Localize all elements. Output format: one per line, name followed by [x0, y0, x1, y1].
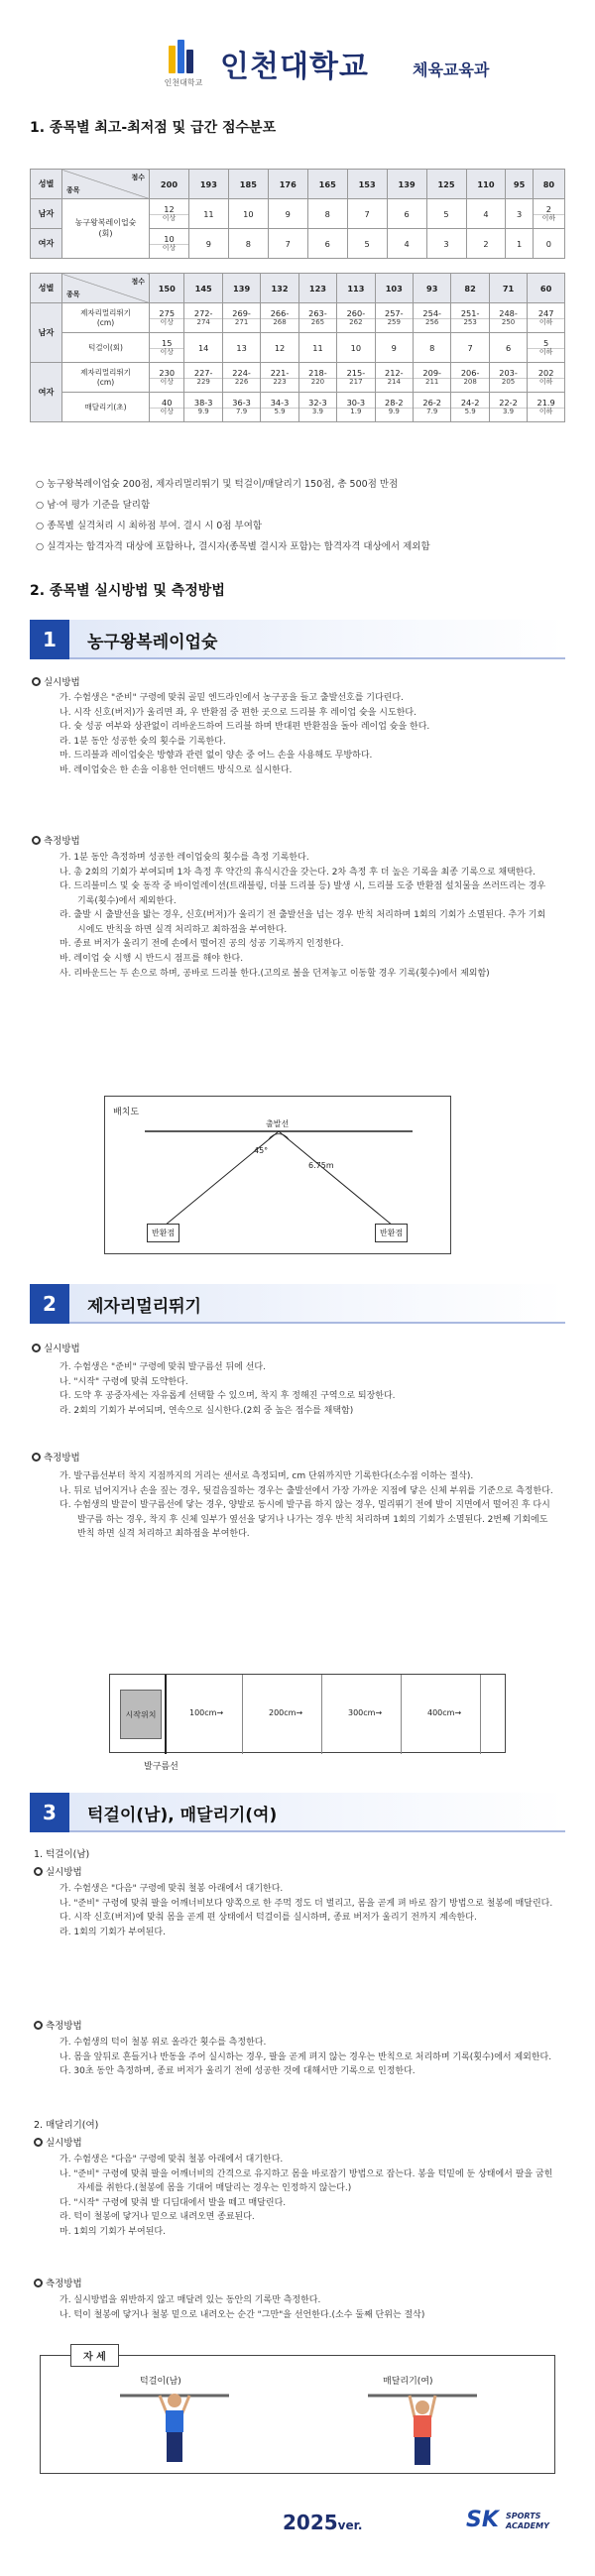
- score-cell: 30-3 1.9: [337, 393, 375, 422]
- event2-number: 2: [30, 1284, 69, 1324]
- list-item: 나. 몸을 앞뒤로 흔들거나 반동을 주어 실시하는 경우, 팔을 곧게 펴지 않는 경우는 반칙으로 처리하며 기록(횟수)에서 제외한다.: [60, 2051, 552, 2062]
- sponsor-logo: [466, 2506, 555, 2545]
- event3-m-measure-head: 측정방법: [34, 2018, 82, 2032]
- part2-title: 2. 매달리기(여): [34, 2120, 99, 2131]
- score-cell: 14: [184, 333, 222, 363]
- start-line-label: 출발선: [266, 1119, 290, 1128]
- list-item: 라. 2회의 기회가 부여되며, 연속으로 실시한다.(2회 중 높은 점수를 채택함): [60, 1405, 354, 1416]
- score-cell: 4: [466, 199, 506, 229]
- score-cell: 21.9 이하: [528, 393, 565, 422]
- distance-mark-label: 400cm→: [427, 1708, 462, 1717]
- distance-tick: [480, 1675, 481, 1754]
- score-cell: 11: [298, 333, 336, 363]
- score-cell: 203- 205: [489, 363, 527, 393]
- angle-label: 45°: [254, 1146, 269, 1155]
- distance-tick: [242, 1675, 243, 1754]
- bullet-icon: [32, 836, 41, 845]
- bullet-icon: [34, 2138, 43, 2147]
- list-item: 마. 드리블과 레이업슛은 방향과 관련 없이 양손 중 어느 손을 사용해도 무방하다.: [60, 751, 373, 761]
- score-header: 60: [528, 274, 565, 303]
- score-cell: 4: [387, 229, 426, 259]
- year-label: 2025ver.: [283, 2511, 363, 2534]
- table-row: [31, 363, 565, 393]
- event1-title: 농구왕복레이업슛: [87, 633, 218, 652]
- score-cell: 2 이하: [533, 199, 564, 229]
- score-cell: 38-3 9.9: [184, 393, 222, 422]
- score-cell: 247 이하: [528, 303, 565, 333]
- start-position: 시작위치: [120, 1690, 162, 1739]
- list-item: 나. 턱이 철봉에 닿거나 철봉 밑으로 내려오는 순간 "그만"을 선언한다.(소수 둘째 단위는 절삭): [60, 2309, 425, 2320]
- event3-f-measure-head: 측정방법: [34, 2276, 82, 2289]
- event2-title: 제자리멀리뛰기: [87, 1297, 201, 1317]
- score-cell: 6: [387, 199, 426, 229]
- event3-title: 턱걸이(남), 매달리기(여): [87, 1806, 278, 1825]
- bullet-icon: [32, 1344, 41, 1352]
- score-cell: 7: [347, 199, 387, 229]
- score-cell: 212- 214: [375, 363, 413, 393]
- list-item: 다. 시작 신호(버저)에 맞춰 몸을 곧게 편 상태에서 턱걸이를 실시하며, 종료 버저가 울리기 전까지 계속한다.: [60, 1913, 477, 1924]
- score-table-1: [30, 169, 565, 259]
- score-cell: 202 이하: [528, 363, 565, 393]
- score-cell: 8: [307, 199, 347, 229]
- list-item: 다. 수험생의 발끝이 발구름선에 닿는 경우, 양발로 동시에 발구름 하지 않는 경우, 멀리뛰기 전에 발이 지면에서 떨어진 후 다시 발구름 하는 경우, 착지 후 신체 일부가 옆선을 닿거나 나가는 경우 반칙 처리하며 1회의 기회가 소멸된다. 2번째 기회에도 반칙 하면 실격 처리하고 최하점을 부여한다.: [60, 1500, 550, 1540]
- score-cell: 257- 259: [375, 303, 413, 333]
- university-small-label: 인천대학교: [164, 78, 203, 87]
- score-cell: 206- 208: [451, 363, 489, 393]
- event3-m-method-head: 실시방법: [34, 1864, 82, 1878]
- score-header: 176: [268, 170, 307, 199]
- event2-banner: [30, 1284, 565, 1324]
- bullet-icon: [32, 677, 41, 686]
- score-cell: 215- 217: [337, 363, 375, 393]
- score-cell: 15 이상: [150, 333, 184, 363]
- score-cell: 3: [426, 229, 466, 259]
- list-item: 나. 총 2회의 기회가 부여되며 1차 측정 후 약간의 휴식시간을 갖는다. 2차 측정 후 더 높은 기록을 최종 기록으로 채택한다.: [60, 867, 536, 878]
- score-cell: 224- 226: [222, 363, 260, 393]
- pullup-measure-list: [60, 2036, 555, 2079]
- score-cell: 5: [347, 229, 387, 259]
- score-header: 82: [451, 274, 489, 303]
- list-item: 가. 수험생의 턱이 철봉 위로 올라간 횟수를 측정한다.: [60, 2038, 267, 2048]
- female-posture-label: 매달리기(여): [383, 2377, 433, 2387]
- event2-measure-list: [60, 1469, 555, 1542]
- list-item: 다. 슛 성공 여부와 상관없이 리바운드하여 드리블 하며 반대편 반환점을 돌아 레이업 슛을 한다.: [60, 722, 430, 733]
- event-cell: 제자리멀리뛰기 (cm): [62, 303, 150, 333]
- score-cell: 9: [268, 199, 307, 229]
- score-cell: 34-3 5.9: [261, 393, 298, 422]
- score-cell: 7: [268, 229, 307, 259]
- event2-measure-head: 측정방법: [32, 1450, 80, 1464]
- score-cell: 24-2 5.9: [451, 393, 489, 422]
- score-cell: 10: [228, 199, 268, 229]
- section1-title: 1. 종목별 최고-최저점 및 급간 점수분포: [30, 120, 277, 136]
- score-cell: 227- 229: [184, 363, 222, 393]
- score-cell: 8: [228, 229, 268, 259]
- event-cell: 제자리멀리뛰기 (cm): [62, 363, 150, 393]
- sponsor-line1: SPORTS: [506, 2512, 541, 2520]
- event1-number: 1: [30, 620, 69, 659]
- table-row: [31, 303, 565, 333]
- gender-header: 성별: [31, 274, 62, 303]
- score-cell: 6: [489, 333, 527, 363]
- list-item: 나. "시작" 구령에 맞춰 도약한다.: [60, 1376, 188, 1387]
- list-item: 마. 종료 버저가 울리기 전에 손에서 떨어진 공의 성공 기록까지 인정한다.: [60, 939, 344, 950]
- score-cell: 36-3 7.9: [222, 393, 260, 422]
- part1-title: 1. 턱걸이(남): [34, 1849, 90, 1860]
- score-cell: 209- 211: [414, 363, 451, 393]
- gender-cell: 여자: [31, 229, 62, 259]
- event1-measure-head: 측정방법: [32, 833, 80, 847]
- list-item: 라. 출발 시 출발선을 밟는 경우, 신호(버저)가 울리기 전 출발선을 넘는 경우 반칙 처리하며 1회의 기회가 소멸된다. 추가 기회 시에도 반칙을 하면 실격 처리하고 최하점을 부여한다.: [60, 910, 546, 935]
- list-item: 나. "준비" 구령에 맞춰 팔을 어깨너비의 간격으로 유지하고 몸을 바로잡기 방법으로 잡는다. 봉을 턱밑에 둔 상태에서 팔을 굽힌 자세를 취한다.(철봉에 몸을 기대어 매달리는 경우는 인정하지 않는다.): [60, 2168, 553, 2194]
- event2-method-list: [60, 1360, 555, 1418]
- list-item: 가. 수험생은 "준비" 구령에 맞춰 골밑 엔드라인에서 농구공을 들고 출발선호를 기다린다.: [60, 693, 404, 703]
- score-cell: 22-2 3.9: [489, 393, 527, 422]
- score-header: 200: [150, 170, 189, 199]
- list-item: 마. 1회의 기회가 부여된다.: [60, 2226, 166, 2237]
- score-header: 93: [414, 274, 451, 303]
- posture-figures: [41, 2356, 556, 2475]
- event-cell: 농구왕복레이업슛 (회): [62, 199, 150, 259]
- score-header: 125: [426, 170, 466, 199]
- score-cell: 230 이상: [150, 363, 184, 393]
- event1-measure-list: [60, 851, 555, 981]
- hang-method-list: [60, 2153, 555, 2239]
- score-cell: 2: [466, 229, 506, 259]
- score-cell: 269- 271: [222, 303, 260, 333]
- jump-diagram: [109, 1674, 506, 1753]
- score-cell: 260- 262: [337, 303, 375, 333]
- list-item: 사. 리바운드는 두 손으로 하며, 공바로 드리블 한다.(고의로 볼을 던져놓고 이동할 경우 기록(횟수)에서 제외함): [60, 968, 490, 979]
- score-header: 113: [337, 274, 375, 303]
- corner-header: 점수 종목: [62, 274, 150, 303]
- score-cell: 254- 256: [414, 303, 451, 333]
- list-item: 가. 실시방법을 위반하지 않고 매달려 있는 동안의 기록만 측정한다.: [60, 2295, 321, 2305]
- pullup-method-list: [60, 1882, 555, 1939]
- layout-diagram-1: [104, 1096, 451, 1254]
- hang-measure-list: [60, 2293, 555, 2322]
- score-cell: 8: [414, 333, 451, 363]
- gender-cell: 여자: [31, 363, 62, 422]
- note-line: ○ 남·여 평가 기준을 달리함: [36, 500, 151, 511]
- list-item: 다. 도약 후 공중자세는 자유롭게 선택할 수 있으며, 착지 후 정해진 구역으로 퇴장한다.: [60, 1391, 396, 1402]
- list-item: 가. 발구름선부터 착지 지점까지의 거리는 센서로 측정되며, cm 단위까지만 기록한다(소수점 이하는 절삭).: [60, 1471, 474, 1481]
- list-item: 라. 턱이 철봉에 닿거나 밑으로 내려오면 종료된다.: [60, 2212, 255, 2223]
- score-header: 139: [387, 170, 426, 199]
- distance-tick: [321, 1675, 322, 1754]
- sponsor-line2: ACADEMY: [506, 2521, 549, 2530]
- score-table-2: [30, 273, 565, 422]
- list-item: 다. 드리블미스 및 슛 동작 중 바이얼레이션(트래블링, 더블 드리블 등) 발생 시, 드리블 도중 반환점 설치물을 쓰러뜨리는 경우 기록(횟수)에서 제외한다.: [60, 881, 546, 906]
- score-header: 145: [184, 274, 222, 303]
- diagram-title: 배치도: [113, 1108, 140, 1117]
- score-cell: 28-2 9.9: [375, 393, 413, 422]
- score-cell: 0: [533, 229, 564, 259]
- score-cell: 221- 223: [261, 363, 298, 393]
- score-header: 185: [228, 170, 268, 199]
- distance-label: 6.75m: [308, 1161, 334, 1170]
- university-logo: [169, 38, 194, 75]
- turn-point-right: 반환점: [375, 1224, 408, 1242]
- score-header: 165: [307, 170, 347, 199]
- event3-number: 3: [30, 1793, 69, 1832]
- score-cell: 9: [375, 333, 413, 363]
- table-row: [31, 333, 565, 363]
- turn-point-left: 반환점: [147, 1224, 179, 1242]
- bullet-icon: [34, 2279, 43, 2287]
- score-cell: 5 이하: [528, 333, 565, 363]
- score-header: 71: [489, 274, 527, 303]
- corner-header: 점수 종목: [62, 170, 150, 199]
- score-cell: 32-3 3.9: [298, 393, 336, 422]
- male-posture-label: 턱걸이(남): [140, 2377, 181, 2387]
- list-item: 가. 수험생은 "준비" 구령에 맞춰 발구름선 뒤에 선다.: [60, 1362, 266, 1372]
- score-cell: 263- 265: [298, 303, 336, 333]
- score-cell: 266- 268: [261, 303, 298, 333]
- note-line: ○ 농구왕복레이업슛 200점, 제자리멀리뛰기 및 턱걸이/매달리기 150점, 총 500점 만점: [36, 479, 399, 490]
- score-cell: 272- 274: [184, 303, 222, 333]
- score-cell: 275 이상: [150, 303, 184, 333]
- event-cell: 턱걸이(회): [62, 333, 150, 363]
- note-line: ○ 종목별 실격처리 시 최하점 부여. 결시 시 0점 부여함: [36, 521, 263, 531]
- department-name: 체육교육과: [413, 60, 490, 79]
- distance-mark-label: 300cm→: [348, 1708, 383, 1717]
- event-cell: 매달리기(초): [62, 393, 150, 422]
- score-cell: 40 이상: [150, 393, 184, 422]
- bullet-icon: [32, 1453, 41, 1462]
- list-item: 라. 1분 동안 성공한 슛의 횟수를 기록한다.: [60, 736, 226, 747]
- event1-banner: [30, 620, 565, 659]
- list-item: 라. 1회의 기회가 부여된다.: [60, 1927, 166, 1937]
- score-header: 123: [298, 274, 336, 303]
- bullet-icon: [34, 1867, 43, 1876]
- list-item: 다. 30초 동안 측정하며, 종료 버저가 울리기 전에 성공한 것에 대해서만 기록으로 인정한다.: [60, 2066, 416, 2077]
- score-cell: 248- 250: [489, 303, 527, 333]
- distance-tick: [401, 1675, 402, 1754]
- score-cell: 7: [451, 333, 489, 363]
- score-header: 132: [261, 274, 298, 303]
- list-item: 가. 수험생은 "다음" 구령에 맞춰 철봉 아래에서 대기한다.: [60, 2155, 284, 2165]
- score-cell: 10: [337, 333, 375, 363]
- score-header: 139: [222, 274, 260, 303]
- event1-method-head: 실시방법: [32, 674, 80, 688]
- score-cell: 12 이상: [150, 199, 189, 229]
- score-cell: 3: [506, 199, 533, 229]
- list-item: 바. 레이업 슛 시행 시 반드시 점프를 해야 한다.: [60, 954, 244, 965]
- sponsor-mark: SK: [466, 2508, 499, 2532]
- section2-title: 2. 종목별 실시방법 및 측정방법: [30, 583, 225, 599]
- score-cell: 5: [426, 199, 466, 229]
- list-item: 바. 레이업슛은 한 손을 이용한 언더핸드 방식으로 실시한다.: [60, 764, 293, 775]
- foul-line-label: 발구름선: [144, 1762, 178, 1772]
- note-line: ○ 실격자는 합격자격 대상에 포함하나, 결시자(종목별 결시자 포함)는 합격자격 대상에서 제외함: [36, 541, 430, 552]
- table-row: [31, 199, 565, 229]
- score-cell: 11: [188, 199, 228, 229]
- score-header: 150: [150, 274, 184, 303]
- list-item: 나. 시작 신호(버저)가 울리면 좌, 우 반환점 중 편한 곳으로 드리블 후 레이업 슛을 시도한다.: [60, 707, 416, 718]
- score-cell: 6: [307, 229, 347, 259]
- score-cell: 218- 220: [298, 363, 336, 393]
- gender-cell: 남자: [31, 303, 62, 363]
- score-cell: 13: [222, 333, 260, 363]
- event1-method-list: [60, 691, 555, 777]
- distance-mark-label: 100cm→: [189, 1708, 224, 1717]
- score-header: 193: [188, 170, 228, 199]
- list-item: 나. "준비" 구령에 맞춰 팔을 어깨너비보다 양쪽으로 한 주먹 정도 더 벌리고, 몸을 곧게 펴 바로 잡기 방법으로 철봉에 매달린다.: [60, 1898, 553, 1909]
- list-item: 가. 1분 동안 측정하며 성공한 레이업슛의 횟수를 측정 기록한다.: [60, 853, 309, 863]
- score-header: 80: [533, 170, 564, 199]
- gender-cell: 남자: [31, 199, 62, 229]
- posture-box: [40, 2352, 555, 2474]
- score-cell: 251- 253: [451, 303, 489, 333]
- event3-f-method-head: 실시방법: [34, 2135, 82, 2149]
- posture-title: 자 세: [70, 2344, 119, 2367]
- score-cell: 26-2 7.9: [414, 393, 451, 422]
- bullet-icon: [34, 2021, 43, 2030]
- gender-header: 성별: [31, 170, 62, 199]
- score-cell: 12: [261, 333, 298, 363]
- table-row: [31, 393, 565, 422]
- score-header: 103: [375, 274, 413, 303]
- score-header: 153: [347, 170, 387, 199]
- event3-banner: [30, 1793, 565, 1832]
- university-name: 인천대학교: [220, 50, 369, 84]
- score-header: 95: [506, 170, 533, 199]
- event2-method-head: 실시방법: [32, 1341, 80, 1354]
- list-item: 나. 뒤로 넘어지거나 손을 짚는 경우, 뒷걸음질하는 경우는 출발선에서 가장 가까운 지점에 닿은 신체 부위를 기준으로 측정한다.: [60, 1485, 553, 1496]
- score-cell: 10 이상: [150, 229, 189, 259]
- score-header: 110: [466, 170, 506, 199]
- distance-mark-label: 200cm→: [269, 1708, 303, 1717]
- score-cell: 1: [506, 229, 533, 259]
- list-item: 다. "시작" 구령에 맞춰 발 디딤대에서 발을 떼고 매달린다.: [60, 2197, 287, 2208]
- list-item: 가. 수험생은 "다음" 구령에 맞춰 철봉 아래에서 대기한다.: [60, 1884, 284, 1894]
- score-cell: 9: [188, 229, 228, 259]
